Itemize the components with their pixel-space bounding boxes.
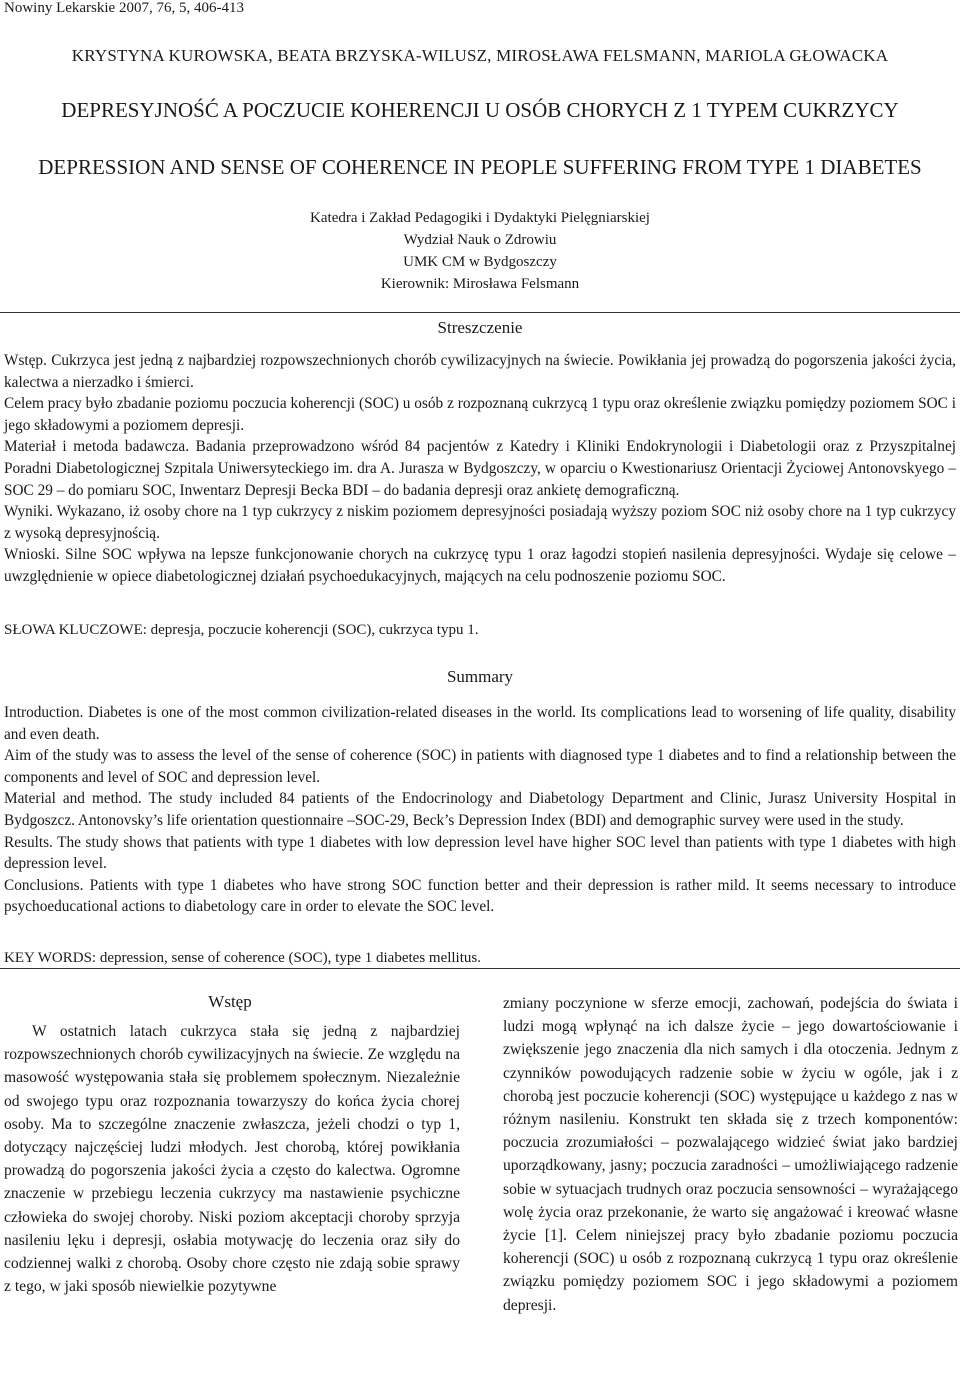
summary-heading: Summary bbox=[446, 667, 514, 686]
keywords-english: KEY WORDS: depression, sense of coherence (SOC), type 1 diabetes mellitus. bbox=[4, 950, 481, 966]
summary-paragraph: Conclusions. Patients with type 1 diabetes who have strong SOC function better and their depression is rather mild. It seems necessary to introduce psychoeducational actions to diabetology care in order to elevate the SOC level. bbox=[4, 876, 956, 916]
summary-paragraph: Introduction. Diabetes is one of the most common civilization-related diseases in the world. Its complications lead to worsening of life quality, disability and even death. bbox=[4, 704, 956, 743]
streszczenie-body bbox=[4, 350, 956, 588]
body-paragraph: zmiany poczynione w sferze emocji, zachowań, podejścia do świata i ludzi mogą wpłynąć na ich dalsze życie – jego dowartościowanie i zwiększenie jego znaczenia dla nich samych i dla otoczenia. Jednym z czynników powodujących radzenie sobie w życiu w ogóle, jak i z chorobą jest poczucie koherencji (SOC) występujące u każdego z nas w różnym nasileniu. Konstrukt ten składa się z trzech komponentów: poczucia zrozumiałości – pozwalającego widzieć świat jako bardziej uporządkowany, jasny; poczucia zaradności – umożliwiającego radzenie sobie w sytuacjach trudnych oraz poczucia sensowności – wyrażającego wolę życia oraz przekonanie, że warto się angażować i kreować własne życie [1]. Celem niniejszej pracy było zbadanie poziomu poczucia koherencji (SOC) u osób z rozpoznaną cukrzycą 1 typu oraz określenie związku pomiędzy poziomem SOC i jego składowymi a poziomem depresji. bbox=[503, 995, 958, 1314]
body-left-column bbox=[4, 1020, 460, 1298]
authors: KRYSTYNA KUROWSKA, BEATA BRZYSKA-WILUSZ, MIROSŁAWA FELSMANN, MARIOLA GŁOWACKA bbox=[71, 46, 889, 65]
keywords-polish: SŁOWA KLUCZOWE: depresja, poczucie koherencji (SOC), cukrzyca typu 1. bbox=[4, 622, 479, 638]
affiliation-line: UMK CM w Bydgoszczy bbox=[403, 254, 557, 270]
abstract-paragraph: Wstęp. Cukrzyca jest jedną z najbardziej rozpowszechnionych chorób cywilizacyjnych na świecie. Powikłania jej prowadzą do pogorszenia jakości życia, kalectwa a nierzadko i śmierci. bbox=[4, 352, 956, 391]
abstract-paragraph: Celem pracy było zbadanie poziomu poczucia koherencji (SOC) u osób z rozpoznaną cukrzycą 1 typu oraz określenie związku pomiędzy poziomem SOC i jego składowymi a poziomem depresji. bbox=[4, 395, 956, 434]
abstract-paragraph: Materiał i metoda badawcza. Badania przeprowadzono wśród 84 pacjentów z Katedry i Kliniki Endokrynologii i Diabetologii oraz z Przyszpitalnej Poradni Diabetologicznej Szpitala Uniwersyteckiego im. dra A. Jurasza w Bydgoszczy, w oparciu o Kwestionariusz Orientacji Życiowej Antonovskyego – SOC 29 – do pomiaru SOC, Inwentarz Depresji Becka BDI – do badania depresji oraz ankietę demograficzną. bbox=[4, 438, 956, 499]
body-paragraph: W ostatnich latach cukrzyca stała się jedną z najbardziej rozpowszechnionych chorób cywilizacyjnych na świecie. Ze względu na masowość występowania stała się problemem społecznym. Niezależnie od swojego typu oraz rozpoznania towarzyszy do końca życia chorej osoby. Ma to szczególne znaczenie zwłaszcza, jeżeli chodzi o typ 1, dotyczący najczęściej ludzi młodych. Jest chorobą, której powikłania prowadzą do pogorszenia jakości życia a często do kalectwa. Ogromne znaczenie w przebiegu leczenia cukrzycy ma nastawienie psychiczne człowieka do swojej choroby. Niski poziom akceptacji choroby sprzyja nasileniu lęku i depresji, osłabia motywację do leczenia oraz siły do codziennej walki z chorobą. Osoby chore często nie zdają sobie sprawy z tego, w jaki sposób niewielkie pozytywne bbox=[4, 1023, 460, 1296]
intro-heading: Wstęp bbox=[208, 992, 252, 1011]
divider bbox=[0, 312, 960, 313]
body-right-column bbox=[503, 992, 958, 1317]
journal-citation: Nowiny Lekarskie 2007, 76, 5, 406-413 bbox=[4, 0, 244, 16]
affiliation-line: Katedra i Zakład Pedagogiki i Dydaktyki Pielęgniarskiej bbox=[310, 210, 650, 226]
summary-paragraph: Material and method. The study included 84 patients of the Endocrinology and Diabetology Department and Clinic, Jurasz University Hospital in Bydgoszcz. Antonovsky’s life orientation questionnaire –SOC-29, Beck’s Depression Index (BDI) and demographic survey were used in the study. bbox=[4, 790, 956, 829]
affiliation-line: Wydział Nauk o Zdrowiu bbox=[403, 232, 557, 248]
title-polish: DEPRESYJNOŚĆ A POCZUCIE KOHERENCJI U OSÓB CHORYCH Z 1 TYPEM CUKRZYCY bbox=[61, 98, 899, 122]
title-english: DEPRESSION AND SENSE OF COHERENCE IN PEOPLE SUFFERING FROM TYPE 1 DIABETES bbox=[38, 155, 922, 179]
abstract-paragraph: Wyniki. Wykazano, iż osoby chore na 1 typ cukrzycy z niskim poziomem depresyjności posiadają wyższy poziom SOC niż osoby chore na 1 typ cukrzycy z wysoką depresyjnością. bbox=[4, 503, 956, 542]
abstract-paragraph: Wnioski. Silne SOC wpływa na lepsze funkcjonowanie chorych na cukrzycę typu 1 oraz łagodzi stopień nasilenia depresyjności. Wydaje się celowe – uwzględnienie w opiece diabetologicznej działań psychoedukacyjnych, mających na celu podnoszenie poziomu SOC. bbox=[4, 546, 956, 585]
affiliation-line: Kierownik: Mirosława Felsmann bbox=[380, 276, 580, 292]
divider bbox=[0, 968, 960, 969]
summary-paragraph: Results. The study shows that patients with type 1 diabetes with low depression level have higher SOC level than patients with type 1 diabetes with high depression level. bbox=[4, 833, 956, 873]
summary-body bbox=[4, 702, 956, 918]
summary-paragraph: Aim of the study was to assess the level of the sense of coherence (SOC) in patients with diagnosed type 1 diabetes and to find a relationship between the components and level of SOC and depression level. bbox=[4, 747, 956, 786]
affiliation bbox=[0, 207, 960, 295]
streszczenie-heading: Streszczenie bbox=[437, 318, 523, 337]
